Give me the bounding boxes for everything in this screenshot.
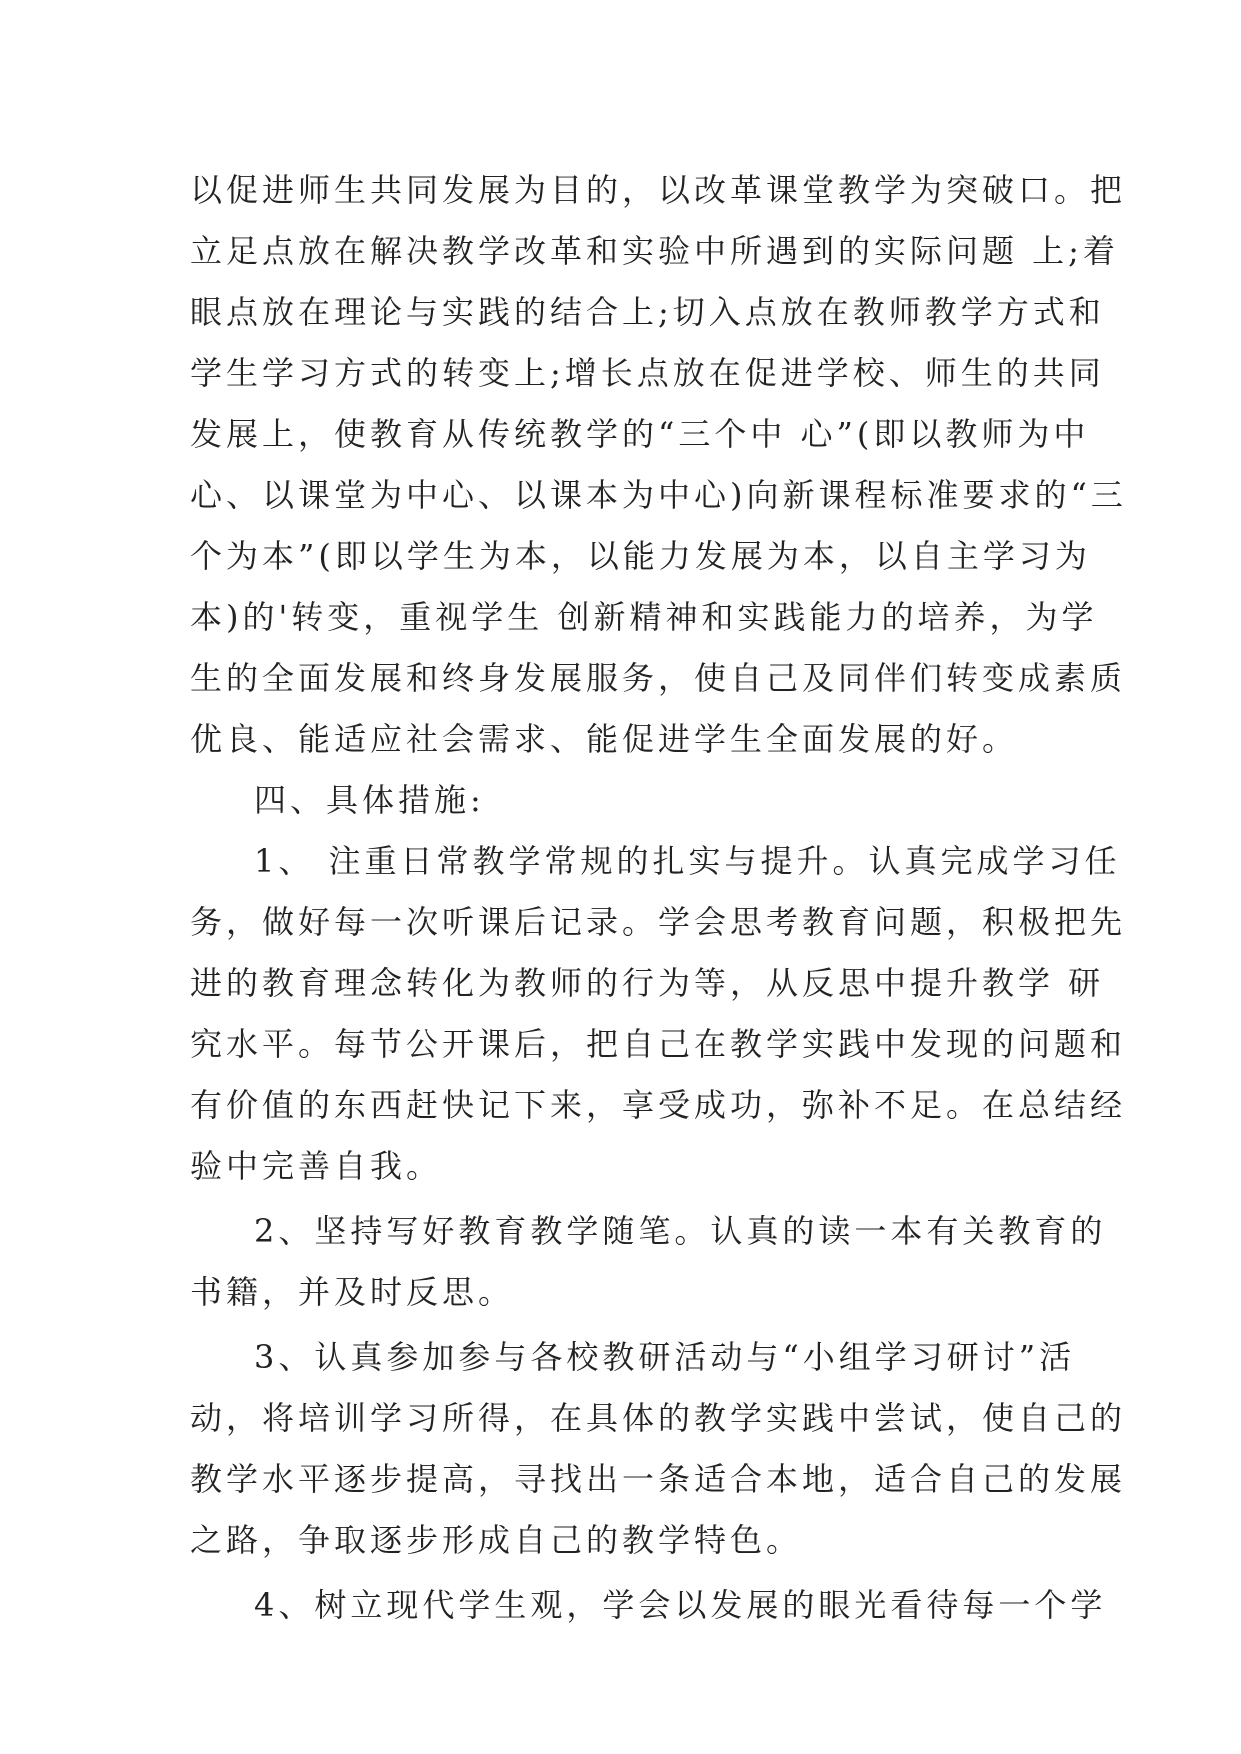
text-line: 务，做好每一次听课后记录。学会思考教育问题，积极把先	[190, 903, 1127, 941]
text-line: 优良、能适应社会需求、能促进学生全面发展的好。	[190, 720, 1019, 758]
text-line: 2、坚持写好教育教学随笔。认真的读一本有关教育的	[254, 1212, 1107, 1250]
text-line: 有价值的东西赶快记下来，享受成功，弥补不足。在总结经	[190, 1086, 1127, 1124]
document-body	[190, 160, 1127, 1636]
text-line: 发展上，使教育从传统教学的“三个中 心”(即以教师为中	[190, 415, 1090, 453]
text-line: 生的全面发展和终身发展服务，使自己及同伴们转变成素质	[190, 659, 1127, 697]
text-line: 进的教育理念转化为教师的行为等，从反思中提升教学 研	[190, 964, 1105, 1002]
text-line: 立足点放在解决教学改革和实验中所遇到的实际问题 上;着	[190, 232, 1119, 270]
text-line: 1、 注重日常教学常规的扎实与提升。认真完成学习任	[254, 842, 1121, 880]
text-line: 之路，争取逐步形成自己的教学特色。	[190, 1521, 803, 1559]
text-line: 个为本”(即以学生为本，以能力发展为本，以自主学习为	[190, 537, 1091, 575]
text-line: 动，将培训学习所得，在具体的教学实践中尝试，使自己的	[190, 1399, 1127, 1437]
section-heading: 四、具体措施:	[254, 781, 485, 819]
text-line: 4、树立现代学生观，学会以发展的眼光看待每一个学	[254, 1586, 1107, 1624]
text-line: 本)的'转变，重视学生 创新精神和实践能力的培养，为学	[190, 598, 1098, 636]
text-line: 究水平。每节公开课后，把自己在教学实践中发现的问题和	[190, 1025, 1127, 1063]
text-line: 教学水平逐步提高，寻找出一条适合本地，适合自己的发展	[190, 1460, 1127, 1498]
text-line: 3、认真参加参与各校教研活动与“小组学习研讨”活	[254, 1338, 1076, 1376]
text-line: 以促进师生共同发展为目的，以改革课堂教学为突破口。把	[190, 171, 1127, 209]
text-line: 验中完善自我。	[190, 1147, 443, 1185]
text-line: 眼点放在理论与实践的结合上;切入点放在教师教学方式和	[190, 293, 1105, 331]
text-line: 学生学习方式的转变上;增长点放在促进学校、师生的共同	[190, 354, 1105, 392]
text-line: 书籍，并及时反思。	[190, 1273, 515, 1311]
text-line: 心、以课堂为中心、以课本为中心)向新课程标准要求的“三	[190, 476, 1127, 514]
